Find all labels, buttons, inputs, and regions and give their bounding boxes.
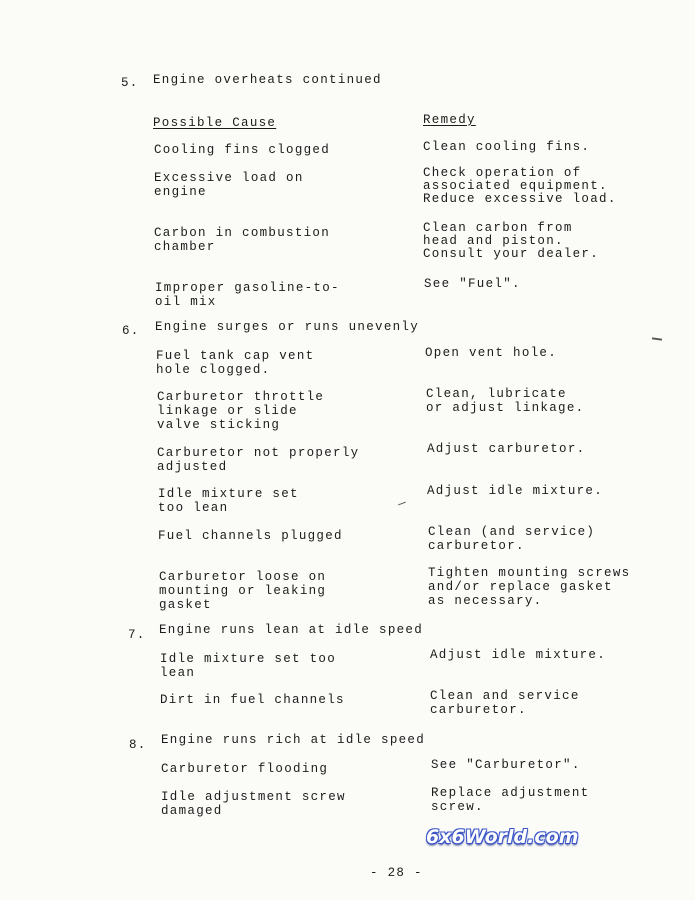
s8-cause-2: Idle adjustment screw damaged [161,790,346,818]
s6-remedy-1: Open vent hole. [425,346,558,360]
section-7-number: 7. [128,628,146,642]
s7-remedy-2: Clean and service carburetor. [430,689,580,717]
s5-remedy-1: Clean cooling fins. [423,140,591,154]
s6-cause-2: Carburetor throttle linkage or slide valve sticking [157,390,325,432]
section-5-title: Engine overheats continued [153,73,382,87]
section-6-number: 6. [122,324,140,338]
section-6-title: Engine surges or runs unevenly [155,320,420,334]
s5-cause-1: Cooling fins clogged [154,143,331,157]
watermark-logo: 6x6World.com [426,826,579,848]
section-5-number: 5. [121,76,139,90]
scan-speck [398,502,406,506]
s6-cause-6: Carburetor loose on mounting or leaking gasket [159,570,327,612]
possible-cause-header: Possible Cause [153,116,277,130]
remedy-header: Remedy [423,113,476,127]
s5-cause-2: Excessive load on engine [154,171,304,199]
s6-cause-3: Carburetor not properly adjusted [157,446,360,474]
s6-cause-5: Fuel channels plugged [158,529,343,543]
s6-remedy-2: Clean, lubricate or adjust linkage. [426,387,585,415]
s5-cause-4: Improper gasoline-to- oil mix [155,281,340,309]
section-8-number: 8. [129,738,147,752]
s6-cause-1: Fuel tank cap vent hole clogged. [156,349,315,377]
s5-cause-3: Carbon in combustion chamber [154,226,331,254]
scan-mark [652,337,662,340]
s6-cause-4: Idle mixture set too lean [158,487,299,515]
s6-remedy-5: Clean (and service) carburetor. [428,525,596,553]
s8-remedy-2: Replace adjustment screw. [431,786,590,814]
s7-cause-1: Idle mixture set too lean [160,652,337,680]
s5-remedy-3: Clean carbon from head and piston. Consult your dealer. [423,221,600,261]
s5-remedy-4: See "Fuel". [424,277,521,291]
s6-remedy-4: Adjust idle mixture. [427,484,604,498]
section-8-title: Engine runs rich at idle speed [161,733,426,747]
s7-remedy-1: Adjust idle mixture. [430,648,607,662]
s7-cause-2: Dirt in fuel channels [160,693,345,707]
s5-remedy-2-text: Check operation of associated equipment. Reduce excessive load. [423,166,617,206]
page-number: - 28 - [370,866,423,880]
s8-cause-1: Carburetor flooding [161,762,329,776]
section-7-title: Engine runs lean at idle speed [159,623,424,637]
s6-remedy-6: Tighten mounting screws and/or replace gasket as necessary. [428,566,631,608]
s8-remedy-1: See "Carburetor". [431,758,581,772]
s6-remedy-3: Adjust carburetor. [427,442,586,456]
